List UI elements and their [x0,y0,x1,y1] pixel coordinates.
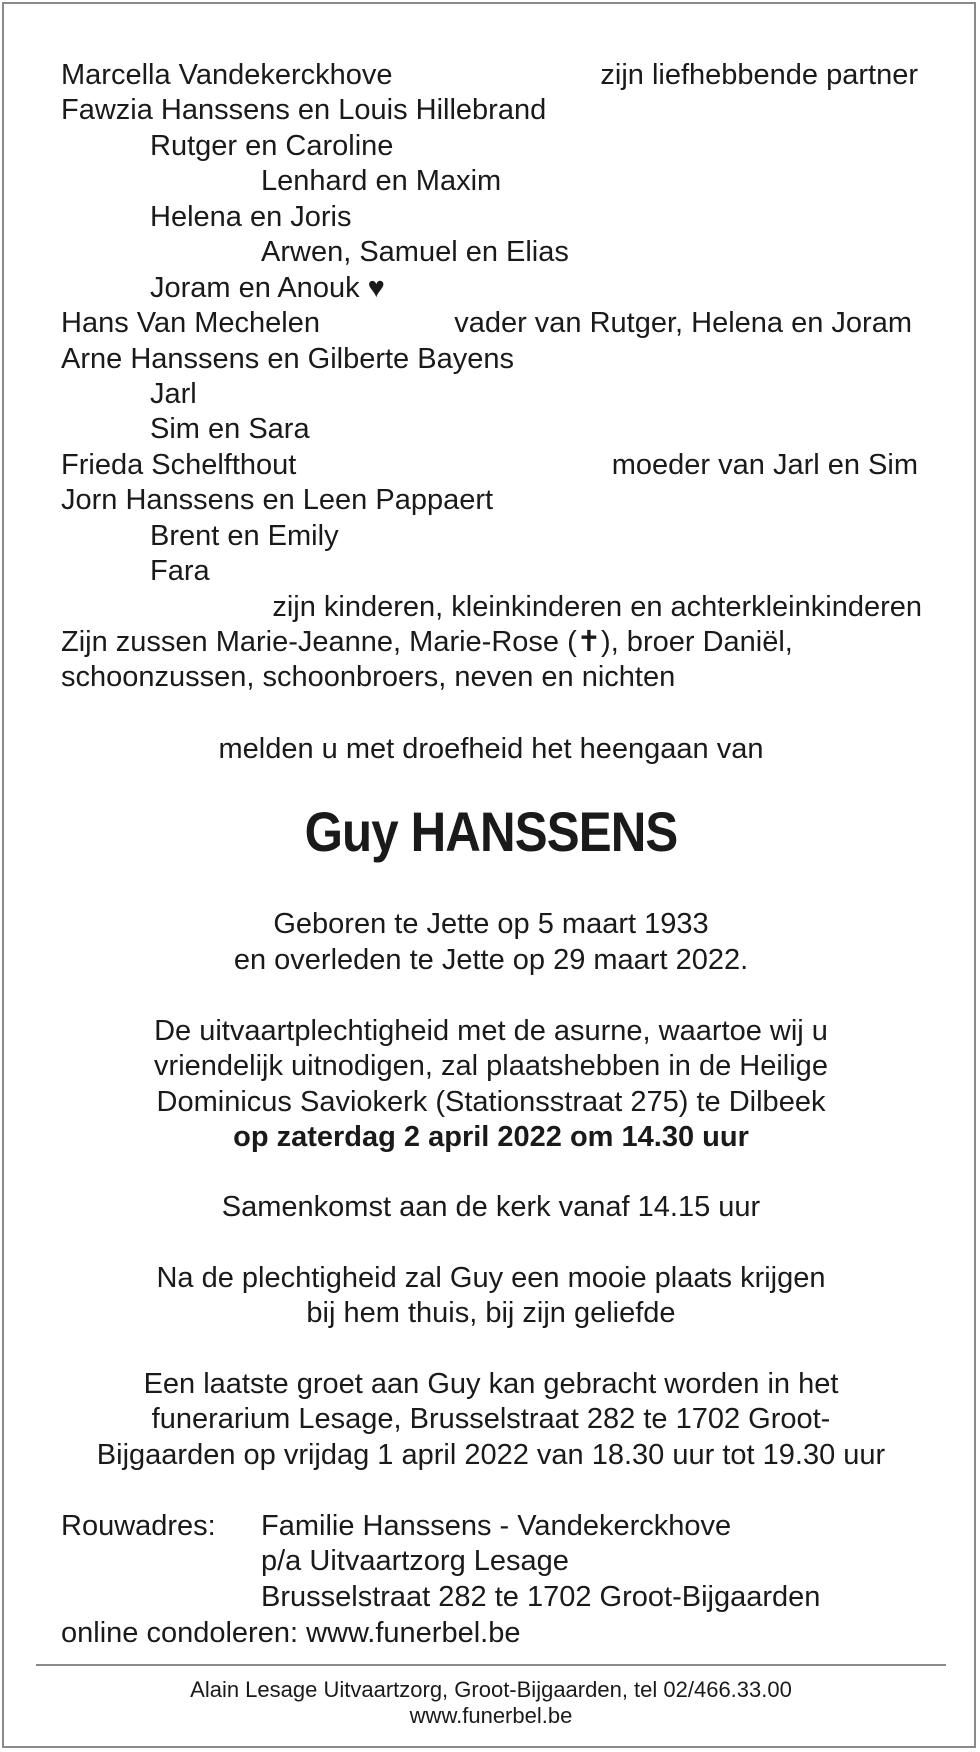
ceremony-line: vriendelijk uitnodigen, zal plaatshebben in de Heilige [154,1050,828,1082]
hans-role: vader van Rutger, Helena en Joram [454,307,912,339]
family-line: zijn kinderen, kleinkinderen en achterkleinkinderen [272,591,922,623]
footer-company: Alain Lesage Uitvaartzorg, Groot-Bijgaarden, tel 02/466.33.00 [190,1677,792,1702]
frieda-role: moeder van Jarl en Sim [611,449,918,481]
family-line: schoonzussen, schoonbroers, neven en nichten [61,661,676,693]
partner-name: Marcella Vandekerckhove [61,59,393,91]
after-line: Na de plechtigheid zal Guy een mooie plaats krijgen [156,1262,826,1294]
family-line: Fara [150,555,210,587]
ceremony-line: Dominicus Saviokerk (Stationsstraat 275) te Dilbeek [156,1086,826,1118]
family-line: Fawzia Hanssens en Louis Hillebrand [61,94,547,126]
online-condolence: online condoleren: www.funerbel.be [61,1617,521,1649]
gathering-line: Samenkomst aan de kerk vanaf 14.15 uur [221,1191,761,1223]
family-line: Rutger en Caroline [150,130,394,162]
after-line: bij hem thuis, bij zijn geliefde [306,1297,676,1329]
farewell-line: Bijgaarden op vrijdag 1 april 2022 van 18.30 uur tot 19.30 uur [96,1439,886,1471]
address-line: Brusselstraat 282 te 1702 Groot-Bijgaarden [261,1581,821,1613]
announcement: melden u met droefheid het heengaan van [218,733,764,765]
family-line: Lenhard en Maxim [261,165,502,197]
address-line: p/a Uitvaartzorg Lesage [261,1545,569,1577]
birth-line: Geboren te Jette op 5 maart 1933 [273,908,709,940]
address-line: Familie Hanssens - Vandekerckhove [261,1510,732,1542]
hans-name: Hans Van Mechelen [61,307,321,339]
frieda-name: Frieda Schelfthout [61,449,297,481]
death-line: en overleden te Jette op 29 maart 2022. [233,944,749,976]
farewell-line: funerarium Lesage, Brusselstraat 282 te 1702 Groot- [151,1403,831,1435]
obituary-card [2,2,976,1748]
family-line: Arne Hanssens en Gilberte Bayens [61,343,514,375]
family-line: Joram en Anouk ♥ [150,272,385,304]
partner-role: zijn liefhebbende partner [600,59,918,91]
family-line: Brent en Emily [150,520,339,552]
family-line: Jorn Hanssens en Leen Pappaert [61,484,494,516]
ceremony-date: op zaterdag 2 april 2022 om 14.30 uur [233,1121,749,1153]
address-label: Rouwadres: [61,1510,216,1542]
family-line: Jarl [150,378,197,410]
footer-divider [36,1664,946,1666]
family-line: Helena en Joris [150,201,352,233]
family-line: Arwen, Samuel en Elias [261,236,569,268]
family-line: Zijn zussen Marie-Jeanne, Marie-Rose (✝), broer Daniël, [61,626,793,658]
footer-website: www.funerbel.be [409,1703,573,1728]
ceremony-line: De uitvaartplechtigheid met de asurne, waartoe wij u [154,1015,828,1047]
family-line: Sim en Sara [150,413,310,445]
farewell-line: Een laatste groet aan Guy kan gebracht worden in het [143,1368,839,1400]
deceased-name: Guy HANSSENS [304,800,678,863]
